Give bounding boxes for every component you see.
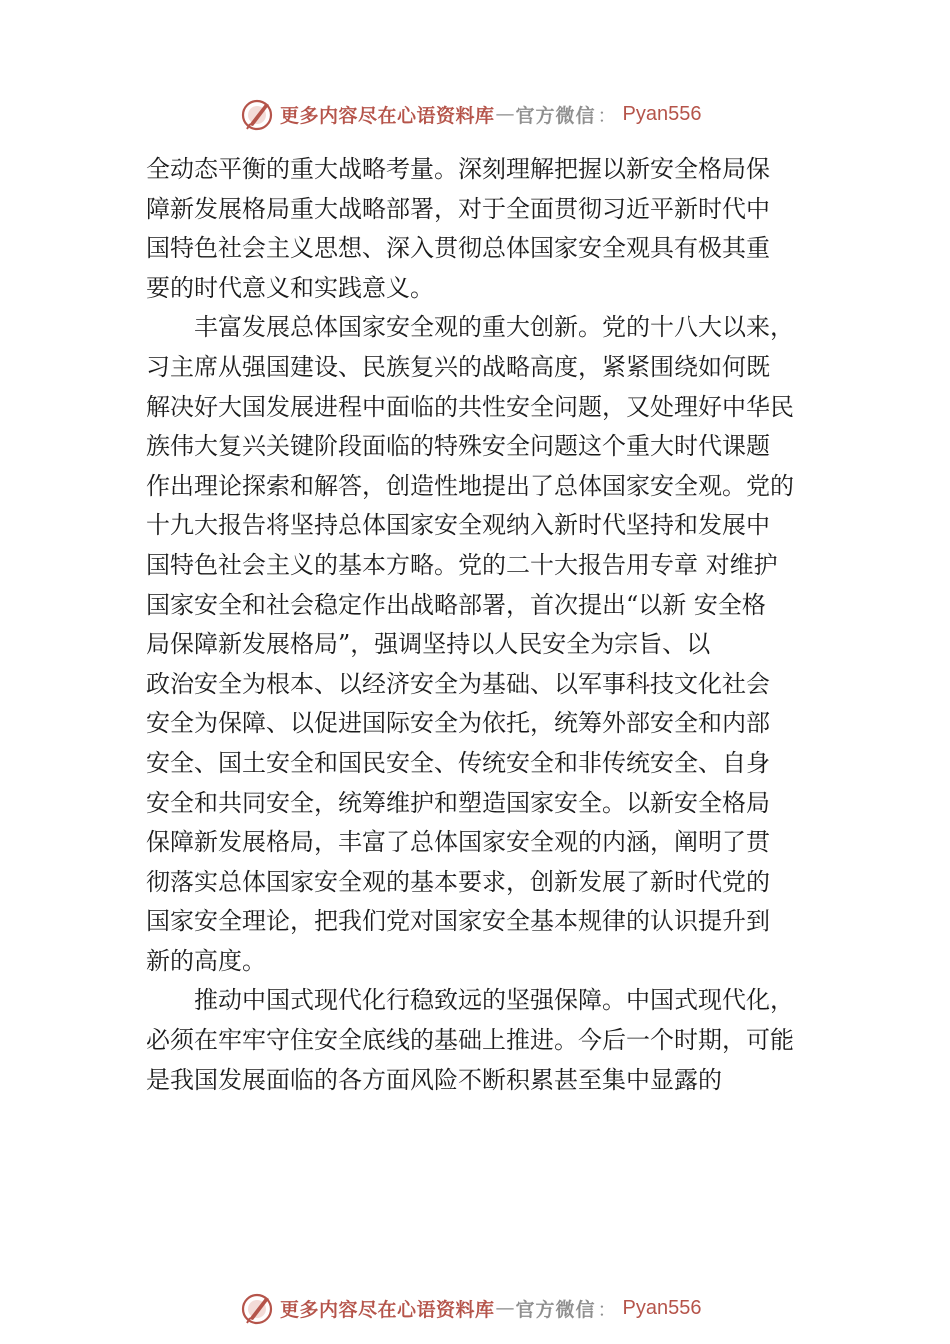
body-text-line: 解决好大国发展进程中面临的共性安全问题，又处理好中华民 (146, 392, 794, 421)
document-body (146, 150, 846, 1100)
body-text-line: 十九大报告将坚持总体国家安全观纳入新时代坚持和发展中 (146, 511, 770, 540)
body-text-line: 安全和共同安全，统筹维护和塑造国家安全。以新安全格局 (146, 788, 770, 817)
body-text-line: 习主席从强国建设、民族复兴的战略高度，紧紧围绕如何既 (146, 352, 770, 381)
quill-seal-icon (240, 97, 274, 131)
banner-title: 更多内容尽在心语资料库 (280, 1298, 495, 1321)
body-text-line: 族伟大复兴关键阶段面临的特殊安全问题这个重大时代课题 (146, 432, 770, 461)
body-text-line: 政治安全为根本、以经济安全为基础、以军事科技文化社会 (146, 669, 770, 698)
body-text-line: 安全、国土安全和国民安全、传统安全和非传统安全、自身 (146, 748, 770, 777)
body-text-line: 彻落实总体国家安全观的基本要求，创新发展了新时代党的 (146, 867, 770, 896)
footer-banner (240, 1290, 702, 1326)
body-text-line: 国特色社会主义思想、深入贯彻总体国家安全观具有极其重 (146, 234, 770, 263)
body-text-line: 安全为保障、以促进国际安全为依托，统筹外部安全和内部 (146, 709, 770, 738)
banner-separator: — (495, 1297, 515, 1319)
body-text-line: 作出理论探索和解答，创造性地提出了总体国家安全观。党的 (146, 471, 794, 500)
body-text-line: 国家安全和社会稳定作出战略部署，首次提出“以新 安全格 (146, 590, 766, 619)
body-text-line: 是我国发展面临的各方面风险不断积累甚至集中显露的 (146, 1065, 722, 1094)
banner-colon: ： (597, 104, 617, 127)
body-text-line: 保障新发展格局，丰富了总体国家安全观的内涵，阐明了贯 (146, 828, 770, 857)
body-text-line: 障新发展格局重大战略部署，对于全面贯彻习近平新时代中 (146, 194, 770, 223)
banner-separator: — (495, 103, 515, 125)
banner-wechat-id: Pyan556 (622, 1296, 702, 1319)
body-text-line: 推动中国式现代化行稳致远的坚强保障。中国式现代化， (194, 986, 794, 1015)
body-text-line: 国家安全理论，把我们党对国家安全基本规律的认识提升到 (146, 907, 770, 936)
header-banner (240, 96, 702, 132)
body-text-line: 要的时代意义和实践意义。 (146, 273, 434, 302)
banner-title: 更多内容尽在心语资料库 (280, 104, 495, 127)
body-text-line: 局保障新发展格局”，强调坚持以人民安全为宗旨、以 (146, 630, 711, 659)
body-text-line: 丰富发展总体国家安全观的重大创新。党的十八大以来， (194, 313, 794, 342)
banner-wechat-id: Pyan556 (622, 102, 702, 125)
body-text-line: 全动态平衡的重大战略考量。深刻理解把握以新安全格局保 (146, 155, 770, 183)
banner-wechat-label: 官方微信 (515, 104, 596, 127)
banner-colon: ： (597, 1298, 617, 1321)
quill-seal-icon (240, 1291, 274, 1325)
body-text-line: 新的高度。 (146, 946, 266, 975)
body-text-line: 国特色社会主义的基本方略。党的二十大报告用专章 对维护 (146, 550, 778, 579)
banner-wechat-label: 官方微信 (515, 1298, 596, 1321)
body-text-line: 必须在牢牢守住安全底线的基础上推进。今后一个时期，可能 (146, 1026, 794, 1055)
